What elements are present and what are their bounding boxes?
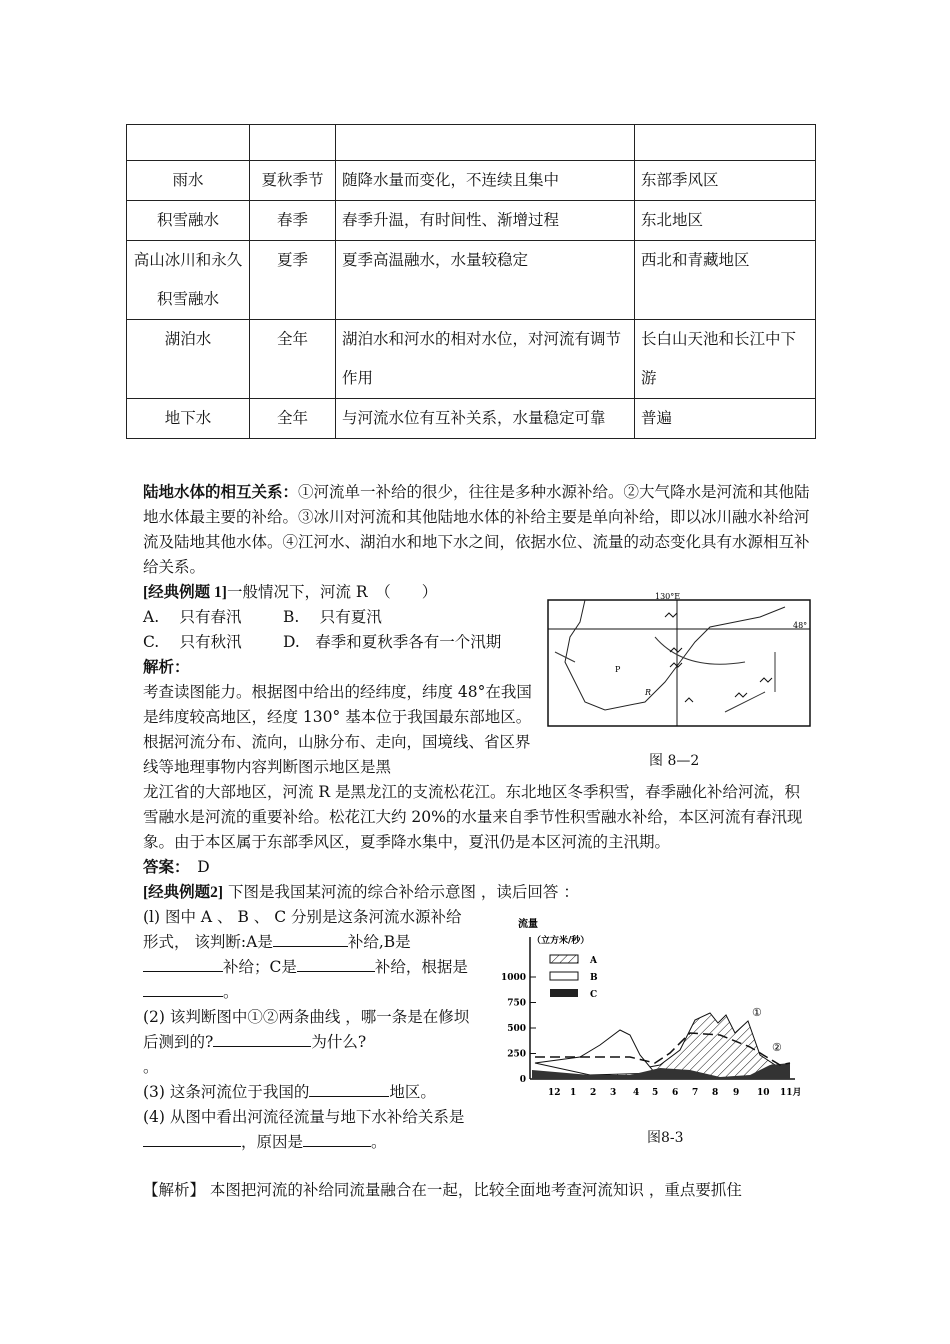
table-cell: 雨水: [127, 161, 250, 201]
map-latitude: 48°: [793, 621, 808, 630]
x-tick-label: 10: [757, 1088, 770, 1098]
table-cell: 长白山天池和长江中下游: [635, 320, 816, 399]
answer-blank[interactable]: [273, 930, 348, 947]
table-row: [127, 399, 816, 439]
area-b: [535, 1030, 655, 1075]
q1-text: (l) 图中 A 、 B 、 C 分别是这条河流水源补给形式， 该判断:A是: [143, 908, 462, 951]
x-tick-label: 2: [590, 1088, 597, 1098]
table-cell: 湖泊水: [127, 320, 250, 399]
river-flow-chart: [490, 905, 820, 1105]
y-tick-label: 0: [519, 1075, 526, 1085]
table-row: [127, 320, 816, 399]
x-tick-label: 8: [712, 1088, 719, 1098]
table-cell: 全年: [250, 399, 336, 439]
x-tick-label: 6: [672, 1088, 679, 1098]
option-d: D. 春季和夏秋季各有一个汛期: [283, 633, 502, 651]
analysis-text-b: 龙江省的大部地区，河流 R 是黑龙江的支流松花江。东北地区冬季积雪，春季融化补给河流，积雪融水是河流的重要补给。松花江大约 20%的水量来自季节性积雪融水补给，本区河流有春汛现象。由于本区属于东部季风区，夏季降水集中，夏汛仍是本区河流的主汛期。: [143, 783, 803, 851]
table-cell: 湖泊水和河水的相对水位，对河流有调节作用: [336, 320, 635, 399]
x-tick-label: 1: [570, 1088, 577, 1098]
map-label-r: R: [645, 688, 652, 697]
answer-blank[interactable]: [143, 1130, 241, 1147]
q1-text: 。: [223, 983, 239, 1001]
table-cell: 全年: [250, 320, 336, 399]
x-tick-label: 12: [548, 1088, 561, 1098]
map-label-p: P: [615, 665, 621, 674]
answer-blank[interactable]: [143, 980, 223, 997]
x-tick-label: 9: [733, 1088, 740, 1098]
example-1: [143, 580, 533, 780]
relation-title: 陆地水体的相互关系：: [143, 484, 299, 501]
table-cell: 普遍: [635, 399, 816, 439]
example-2-analysis: 【解析】 本图把河流的补给同流量融合在一起，比较全面地考查河流知识 ，重点要抓住: [143, 1181, 742, 1199]
table-cell: [127, 125, 250, 161]
table-cell: 随降水量而变化，不连续且集中: [336, 161, 635, 201]
table-cell: 东部季风区: [635, 161, 816, 201]
answer-blank[interactable]: [143, 955, 223, 972]
answer-blank[interactable]: [309, 1080, 389, 1097]
q2-text: (2) 该判断图中①②两条曲线 ，哪一条是在修坝后测到的?: [143, 1008, 470, 1051]
q3-text: 地区。: [389, 1083, 436, 1101]
table-cell: 春季升温，有时间性、渐增过程: [336, 201, 635, 241]
table-cell: [336, 125, 635, 161]
table-row: [127, 161, 816, 201]
x-tick-label: 7: [692, 1088, 699, 1098]
chart-caption: 图8-3: [647, 1130, 684, 1146]
answer-blank[interactable]: [297, 955, 375, 972]
x-tick-label: 4: [633, 1088, 640, 1098]
example-1-analysis-cont: [143, 780, 815, 880]
q2-text: 为什么?: [311, 1033, 367, 1051]
option-c: C. 只有秋汛: [143, 633, 242, 651]
q1-text: 补给，根据是: [374, 958, 468, 976]
example-1-question: 一般情况下，河流 R （ ）: [226, 583, 438, 601]
q1-text: 补给；C是: [223, 958, 297, 976]
answer-value: D: [197, 858, 210, 876]
example-2-title: [经典例题2]: [143, 884, 224, 901]
x-tick-label: 5: [652, 1088, 659, 1098]
table-cell: [635, 125, 816, 161]
answer-label: 答案：: [143, 859, 182, 876]
x-tick-label: 3: [610, 1088, 617, 1098]
table-cell: 夏季高温融水，水量较稳定: [336, 241, 635, 320]
legend-swatch-c: [550, 989, 578, 997]
q3-text: (3) 这条河流位于我国的: [143, 1083, 310, 1101]
analysis-label: 解析：: [143, 659, 190, 676]
answer-blank[interactable]: [213, 1030, 311, 1047]
x-tick-label: 11月: [780, 1088, 802, 1098]
legend-swatch-a: [550, 955, 578, 963]
water-supply-table: [126, 124, 816, 439]
example-2-questions: [143, 905, 475, 1155]
table-row: [127, 201, 816, 241]
table-cell: 高山冰川和永久积雪融水: [127, 241, 250, 320]
heilongjiang-map: [545, 592, 815, 738]
option-b: B. 只有夏汛: [283, 608, 382, 626]
table-row: [127, 241, 816, 320]
table-cell: 西北和青藏地区: [635, 241, 816, 320]
y-tick-label: 750: [507, 998, 526, 1009]
example-2-title-line: [143, 880, 815, 905]
option-a: A. 只有春汛: [143, 608, 242, 626]
q4-text: 。: [371, 1133, 387, 1151]
table-cell: 积雪融水: [127, 201, 250, 241]
table-cell: 东北地区: [635, 201, 816, 241]
relation-text: ①河流单一补给的很少，往往是多种水源补给。②大气降水是河流和其他陆地水体最主要的补给。③冰川对河流和其他陆地水体的补给主要是单向补给，即以冰川融水补给河流及陆地其他水体。④江河水、湖泊水和地下水之间，依据水位、流量的动态变化具有水源相互补给关系。: [143, 483, 810, 576]
example-2-intro: 下图是我国某河流的综合补给示意图 ，读后回答 ：: [223, 883, 579, 901]
map-longitude: 130°E: [655, 592, 681, 601]
y-tick-label: 500: [507, 1024, 526, 1034]
analysis-text-a: 考查读图能力。根据图中给出的经纬度，纬度 48°在我国是纬度较高地区，经度 130° 基本位于我国最东部地区。根据河流分布、流向，山脉分布、走向，国境线、省区界线等地理事物内容判断图示地区是黑: [143, 683, 532, 776]
table-cell: [250, 125, 336, 161]
legend-swatch-b: [550, 972, 578, 980]
y-tick-label: 1000: [500, 973, 526, 983]
curve-label-2: ②: [772, 1041, 782, 1054]
table-cell: 夏秋季节: [250, 161, 336, 201]
curve-label-1: ①: [752, 1006, 762, 1019]
q4-text: (4) 从图中看出河流径流量与地下水补给关系是: [143, 1108, 465, 1126]
legend-label-a: A: [590, 956, 597, 966]
y-tick-label: 250: [507, 1049, 526, 1060]
q2-text: 。: [143, 1058, 159, 1076]
map-caption: 图 8—2: [649, 753, 700, 769]
table-cell: 春季: [250, 201, 336, 241]
table-cell: 与河流水位有互补关系，水量稳定可靠: [336, 399, 635, 439]
y-axis-label: 流量: [518, 919, 538, 930]
q4-text: ，原因是: [241, 1133, 304, 1151]
y-axis-unit: （立方米/秒）: [532, 936, 590, 946]
answer-blank[interactable]: [303, 1130, 371, 1147]
relation-paragraph: [143, 480, 815, 580]
example-1-title: [经典例题 1]: [143, 584, 227, 601]
legend-label-b: B: [590, 973, 598, 983]
q1-text: 补给,B是: [347, 933, 411, 951]
table-cell: 地下水: [127, 399, 250, 439]
legend-label-c: C: [590, 990, 598, 1000]
table-cell: 夏季: [250, 241, 336, 320]
